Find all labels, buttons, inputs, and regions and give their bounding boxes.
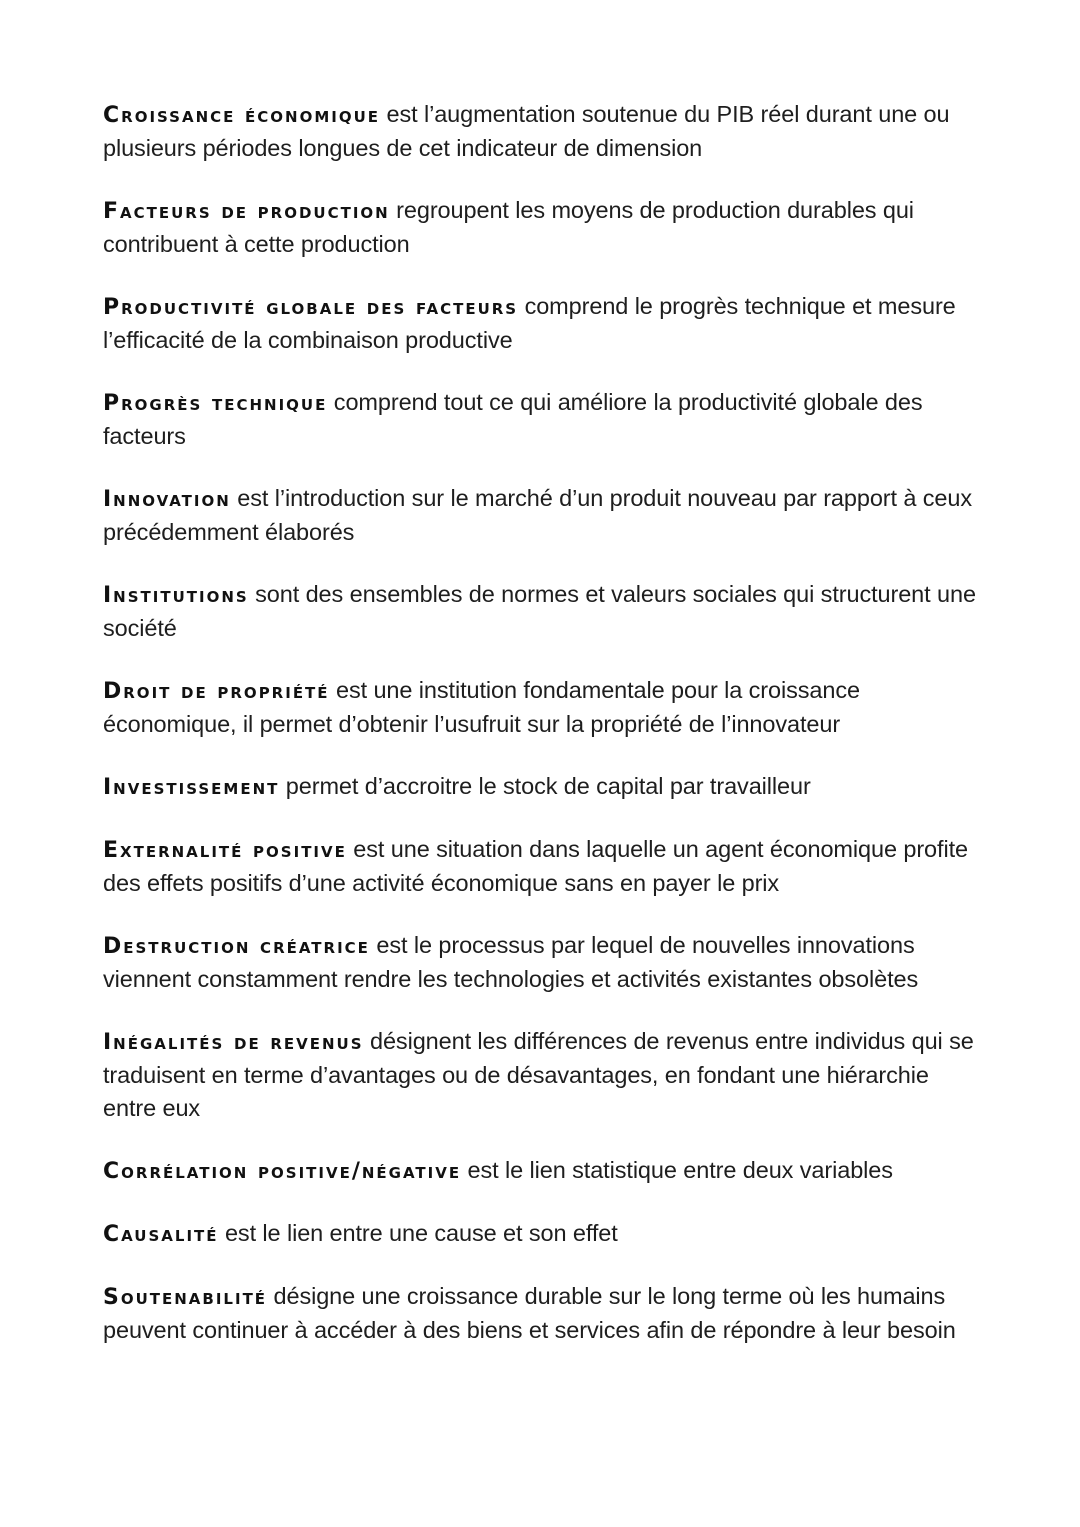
term: Institutions	[103, 583, 249, 608]
definition: comprend le progrès technique et mesure l’efficacité de la combinaison productive	[103, 293, 956, 353]
term: Droit de propriété	[103, 679, 330, 704]
definition: permet d’accroitre le stock de capital par travailleur	[285, 773, 811, 799]
term: Progrès technique	[103, 391, 328, 416]
glossary-entry-progres-technique	[103, 386, 983, 453]
glossary-entry-productivite-globale	[103, 290, 983, 357]
glossary-entry-innovation	[103, 482, 983, 549]
term: Causalité	[103, 1222, 219, 1247]
glossary-entry-croissance-economique	[103, 98, 983, 165]
definition: désigne une croissance durable sur le long terme où les humains peuvent continuer à accéder à des biens et services afin de répondre à leur besoin	[103, 1283, 956, 1343]
glossary-entry-investissement	[103, 770, 983, 804]
definition: comprend tout ce qui améliore la productivité globale des facteurs	[103, 389, 923, 449]
term: Croissance économique	[103, 103, 381, 128]
term: Inégalités de revenus	[103, 1030, 364, 1055]
glossary-entry-externalite-positive	[103, 833, 983, 900]
definition: désignent les différences de revenus entre individus qui se traduisent en terme d’avantages ou de désavantages, en fondant une hiérarchie entre eux	[103, 1028, 974, 1121]
definition: est une situation dans laquelle un agent économique profite des effets positifs d’une activité économique sans en payer le prix	[103, 836, 968, 896]
term: Externalité positive	[103, 838, 347, 863]
glossary-entry-institutions	[103, 578, 983, 645]
term: Destruction créatrice	[103, 934, 370, 959]
definition: regroupent les moyens de production durables qui contribuent à cette production	[103, 197, 914, 257]
term: Productivité globale des facteurs	[103, 295, 519, 320]
glossary-entry-destruction-creatrice	[103, 929, 983, 996]
glossary-entry-correlation	[103, 1154, 983, 1188]
term: Corrélation positive/négative	[103, 1159, 462, 1184]
glossary-page	[103, 98, 983, 1347]
term: Investissement	[103, 775, 280, 800]
term: Innovation	[103, 487, 231, 512]
glossary-entry-inegalites-de-revenus	[103, 1025, 983, 1125]
term: Soutenabilité	[103, 1285, 268, 1310]
glossary-entry-droit-de-propriete	[103, 674, 983, 741]
definition: sont des ensembles de normes et valeurs sociales qui structurent une société	[103, 581, 976, 641]
definition: est une institution fondamentale pour la croissance économique, il permet d’obtenir l’usufruit sur la propriété de l’innovateur	[103, 677, 860, 737]
glossary-entry-facteurs-de-production	[103, 194, 983, 261]
definition: est le lien entre une cause et son effet	[224, 1220, 618, 1246]
term: Facteurs de production	[103, 199, 390, 224]
definition: est l’introduction sur le marché d’un produit nouveau par rapport à ceux précédemment élaborés	[103, 485, 973, 545]
definition: est l’augmentation soutenue du PIB réel durant une ou plusieurs périodes longues de cet indicateur de dimension	[103, 101, 950, 161]
glossary-entry-soutenabilite	[103, 1280, 983, 1347]
definition: est le lien statistique entre deux variables	[467, 1157, 893, 1183]
definition: est le processus par lequel de nouvelles innovations viennent constamment rendre les technologies et activités existantes obsolètes	[103, 932, 919, 992]
glossary-entry-causalite	[103, 1217, 983, 1251]
